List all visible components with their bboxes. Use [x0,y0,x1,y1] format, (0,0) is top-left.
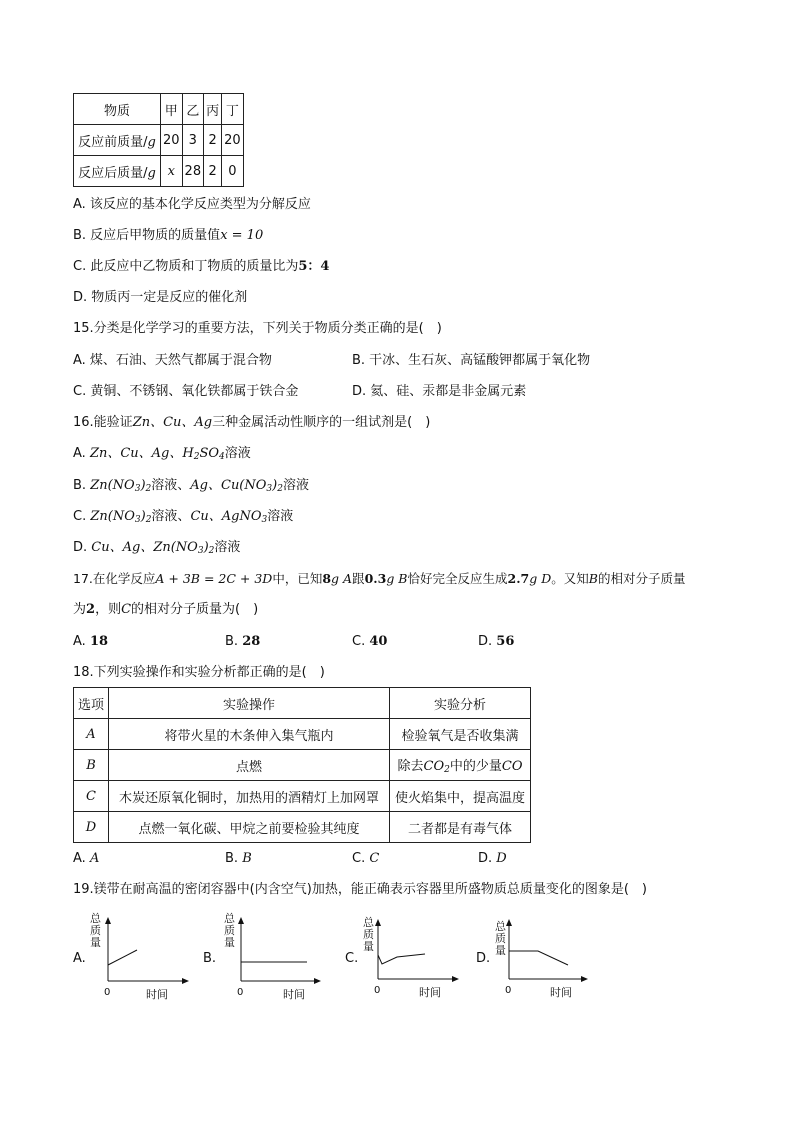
stem-text: 三种金属活动性顺序的一组试剂是( ) [212,415,431,430]
y-axis-label: 总 [224,912,235,925]
option-label: D. [73,540,88,555]
subscript: 3 [261,515,268,525]
table-cell: x [161,156,183,187]
option-label: C. [345,951,359,966]
x-axis-arrow [581,976,588,982]
table-cell: 点燃 [109,750,390,781]
mass-table [73,93,244,187]
q14-option-a: A. 该反应的基本化学反应类型为分解反应 [73,197,311,212]
ratio: 5：4 [298,259,330,274]
table-row [74,750,531,781]
q17-option-d [478,633,514,651]
q15-option-a: A. 煤、石油、天然气都属于混合物 [73,353,272,368]
table-header-cell: 物质 [74,94,161,125]
table-cell: 0 [222,156,244,187]
stem-text: 跟 [352,571,365,586]
y-axis-label: 质 [90,924,101,937]
math-expr: ) [203,540,209,555]
graph-axes [345,913,465,1005]
q17-option-c [352,633,387,651]
math-expr: g D [529,571,552,586]
q18-option-b [225,850,252,868]
option-value: D [496,851,507,866]
q17-stem-line1 [73,570,685,588]
q16-option-c [73,508,293,529]
q15-stem: 15.分类是化学学习的重要方法，下列关于物质分类正确的是( ) [73,321,442,336]
origin-label: 0 [505,985,512,996]
unit: g [147,134,156,150]
table-cell: 点燃一氧化碳、甲烷之前要检验其纯度 [109,812,390,843]
cell-text: 除去 [397,759,424,774]
math-expr: Ag、Cu(NO [190,478,267,493]
graph-option-c [345,913,465,1005]
table-row [74,688,531,719]
graph-curve [509,951,568,965]
math-expr: CO [423,759,445,774]
y-axis-label: 总 [90,912,101,925]
unit: g [147,165,156,181]
row-label: 反应后质量/ [78,165,148,181]
graph-option-b [203,913,323,1005]
option-text: B. 反应后甲物质的质量值 [73,228,221,243]
graph-curve [378,954,425,964]
number: 2.7 [507,571,530,586]
table-cell: 二者都是有毒气体 [390,812,531,843]
table-row [74,812,531,843]
math-expr: SO [199,446,220,461]
table-header-cell: 丙 [204,94,222,125]
y-axis-label: 质 [495,932,506,945]
cell-text: 中的少量 [449,759,502,774]
subscript: 2 [145,484,152,494]
table-cell: D [74,812,109,843]
option-label: A. [73,446,86,461]
stem-text: 的相对分子质量为( ) [131,602,259,617]
subscript: 2 [193,452,200,462]
option-value: 28 [242,634,261,649]
x-axis-arrow [182,978,189,984]
x-axis-arrow [452,976,459,982]
experiment-table [73,687,531,843]
math-expr: Zn、Cu、Ag、H [89,446,194,461]
table-cell: 将带火星的木条伸入集气瓶内 [109,719,390,750]
equation: A + 3B = 2C + 3D [155,571,273,586]
row-label: 反应前质量/ [78,134,148,150]
q18-option-c [352,850,379,868]
math-expr: Zn、Cu、Ag [132,415,213,430]
option-text: C. 此反应中乙物质和丁物质的质量比为 [73,259,299,274]
table-row [74,719,531,750]
table-cell [390,750,531,781]
option-text: 溶液、 [151,509,191,524]
table-header-cell: 甲 [161,94,183,125]
q15-option-c: C. 黄铜、不锈钢、氧化铁都属于铁合金 [73,384,299,399]
table-row [74,156,244,187]
subscript: 4 [219,452,225,462]
q15-option-b: B. 干冰、生石灰、高锰酸钾都属于氧化物 [352,353,591,368]
option-label: D. [476,951,491,966]
y-axis-label: 量 [90,936,101,949]
option-label: B. [225,634,239,649]
table-cell [74,125,161,156]
table-cell: 使火焰集中，提高温度 [390,781,531,812]
x-axis-label: 时间 [146,988,168,1001]
q14-option-c [73,258,329,276]
table-cell: 20 [222,125,244,156]
table-header-cell: 丁 [222,94,244,125]
subscript: 3 [197,546,204,556]
table-header-cell: 实验操作 [109,688,390,719]
x-axis-label: 时间 [283,988,305,1001]
subscript: 2 [208,546,215,556]
origin-label: 0 [237,987,244,998]
y-axis-label: 总 [363,916,374,929]
y-axis-label: 质 [363,928,374,941]
table-cell: 3 [182,125,204,156]
option-text: 溶液 [267,509,294,524]
q16-option-a [73,445,251,466]
number: 0.3 [364,571,387,586]
y-axis-arrow [238,917,244,924]
option-label: D. [478,851,493,866]
table-cell: 2 [204,125,222,156]
q17-option-a [73,633,108,651]
table-cell: 28 [182,156,204,187]
q18-stem: 18.下列实验操作和实验分析都正确的是( ) [73,665,325,680]
graph-axes [73,913,193,1005]
origin-label: 0 [104,987,111,998]
graph-curve [108,950,137,965]
math-expr: Zn(NO [90,478,135,493]
table-header-cell: 选项 [74,688,109,719]
math-expr: Zn(NO [90,509,135,524]
subscript: 2 [444,765,450,775]
origin-label: 0 [374,985,381,996]
math-expr: ) [272,478,278,493]
y-axis-label: 量 [224,936,235,949]
option-text: 溶液、 [151,478,191,493]
y-axis-arrow [506,919,512,926]
y-axis-arrow [105,917,111,924]
number: 2 [86,602,96,617]
stem-text: 恰好完全反应生成 [407,571,508,586]
option-value: A [89,851,100,866]
table-row [74,781,531,812]
table-cell: C [74,781,109,812]
math-expr: C [121,602,132,617]
graph-axes [203,913,323,1005]
math-expr: g B [386,571,408,586]
y-axis-label: 量 [495,944,506,957]
table-cell: 20 [161,125,183,156]
option-label: A. [73,851,86,866]
q18-option-d [478,850,507,868]
option-text: 溶液 [214,540,241,555]
table-header-cell: 乙 [182,94,204,125]
option-label: B. [73,478,87,493]
option-value: C [369,851,380,866]
option-text: 溶液 [282,478,309,493]
math-expr: Cu、Ag、Zn(NO [91,540,198,555]
option-value: 56 [496,634,515,649]
math-expr: ) [140,478,146,493]
q16-option-b [73,477,309,498]
subscript: 2 [145,515,152,525]
number: 8 [322,571,332,586]
y-axis-arrow [375,919,381,926]
option-label: C. [352,851,366,866]
math-expr: ) [140,509,146,524]
table-row [74,94,244,125]
y-axis-label: 总 [495,920,506,933]
q17-option-b [225,633,260,651]
option-label: B. [225,851,239,866]
option-label: B. [203,951,217,966]
q14-option-d: D. 物质丙一定是反应的催化剂 [73,290,248,305]
stem-text: 17.在化学反应 [73,571,156,586]
math-expr: CO [501,759,523,774]
q19-stem: 19.镁带在耐高温的密闭容器中(内含空气)加热，能正确表示容器里所盛物质总质量变化的图象是( ) [73,882,647,897]
table-cell: A [74,719,109,750]
option-value: 18 [89,634,109,649]
subscript: 3 [134,484,141,494]
x-axis-arrow [314,978,321,984]
graph-option-a [73,913,193,1005]
option-label: A. [73,634,86,649]
option-label: C. [73,509,87,524]
table-cell: 2 [204,156,222,187]
stem-text: 为 [73,602,87,617]
x-axis-label: 时间 [550,986,572,999]
table-cell: 检验氧气是否收集满 [390,719,531,750]
option-label: D. [478,634,493,649]
q15-option-d: D. 氦、硅、汞都是非金属元素 [352,384,527,399]
x-axis-label: 时间 [419,986,441,999]
math-expr: g A [331,571,353,586]
math-expr: B [588,571,598,586]
subscript: 2 [277,484,283,494]
q16-option-d [73,539,240,560]
subscript: 3 [266,484,273,494]
y-axis-label: 质 [224,924,235,937]
stem-text: 的相对分子质量 [597,571,686,586]
table-cell: 木炭还原氧化铜时，加热用的酒精灯上加网罩 [109,781,390,812]
math-expr: Cu、AgNO [190,509,262,524]
option-text: 溶液 [224,446,251,461]
subscript: 3 [134,515,141,525]
q16-stem [73,414,430,432]
option-label: A. [73,951,86,966]
q14-option-b [73,227,263,245]
stem-text: 。又知 [551,571,589,586]
q17-stem-line2 [73,601,258,619]
stem-text: 中，已知 [272,571,323,586]
table-cell: B [74,750,109,781]
option-label: C. [352,634,366,649]
stem-text: 16.能验证 [73,415,133,430]
stem-text: ，则 [95,602,122,617]
option-value: 40 [369,634,388,649]
table-cell [74,156,161,187]
graph-option-d [476,913,596,1005]
graph-axes [476,913,596,1005]
y-axis-label: 量 [363,940,374,953]
table-row [74,125,244,156]
table-header-cell: 实验分析 [390,688,531,719]
q18-option-a [73,850,99,868]
option-value: B [242,851,252,866]
math-expr: x = 10 [220,228,264,243]
